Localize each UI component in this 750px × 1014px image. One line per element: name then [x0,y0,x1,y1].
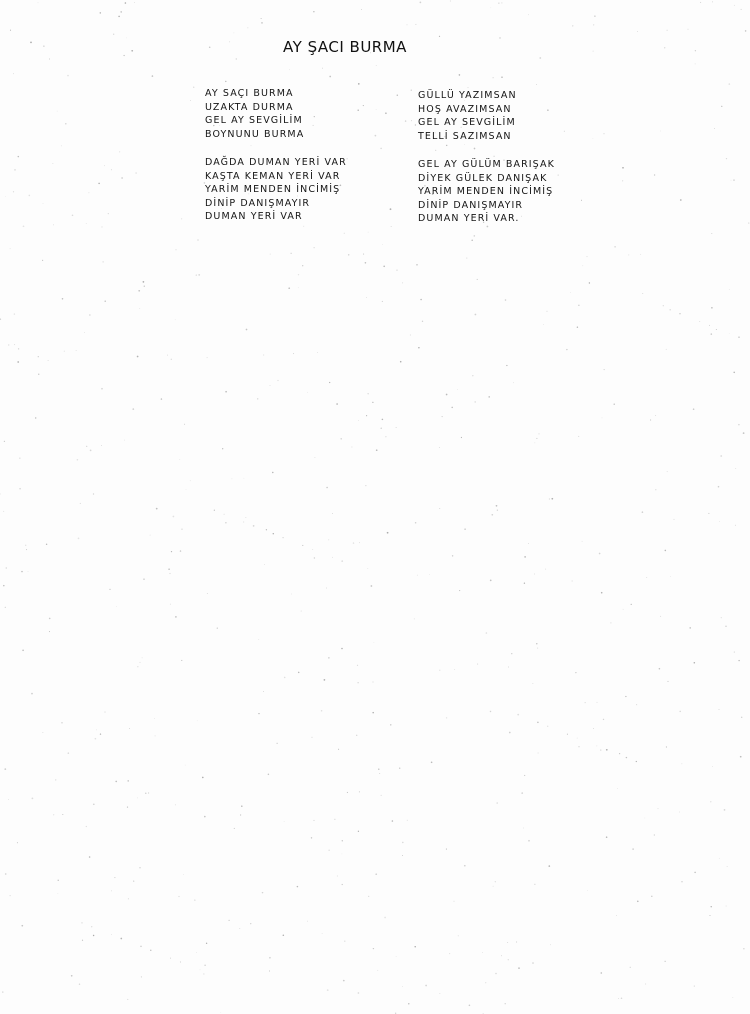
page-title: AY ŞACI BURMA [283,38,407,56]
verse-line: DUMAN YERİ VAR. [418,213,520,224]
verse-line: YARİM MENDEN İNCİMİŞ [205,184,341,195]
verse-line: KAŞTA KEMAN YERİ VAR [205,170,341,182]
stanza [205,87,347,141]
verse-line: GEL AY SEVGİLİM [418,117,516,128]
verse-line: GEL AY GÜLÜM BARIŞAK [418,159,555,170]
verse-line: DUMAN YERİ VAR [205,211,303,222]
verse-line: DİNİP DANIŞMAYIR [418,199,524,211]
verse-line: GÜLLÜ YAZIMSAN [418,90,517,101]
poem-column-right [418,89,555,241]
poem-column-left [205,87,347,239]
verse-line: DİNİP DANIŞMAYIR [205,197,311,209]
verse-line: BOYNUNU BURMA [205,128,305,140]
stanza [205,156,347,224]
verse-line: UZAKTA DURMA [205,101,294,113]
verse-line: GEL AY SEVGİLİM [205,115,303,126]
stanza [418,158,555,226]
verse-line: YARİM MENDEN İNCİMİŞ [418,186,554,197]
verse-line: DİYEK GÜLEK DANIŞAK [418,172,548,184]
stanza [418,89,555,143]
verse-line: HOŞ AVAZIMSAN [418,103,512,115]
verse-line: DAĞDA DUMAN YERİ VAR [205,157,347,168]
verse-line: AY SAÇI BURMA [205,88,294,99]
verse-line: TELLİ SAZIMSAN [418,130,512,142]
